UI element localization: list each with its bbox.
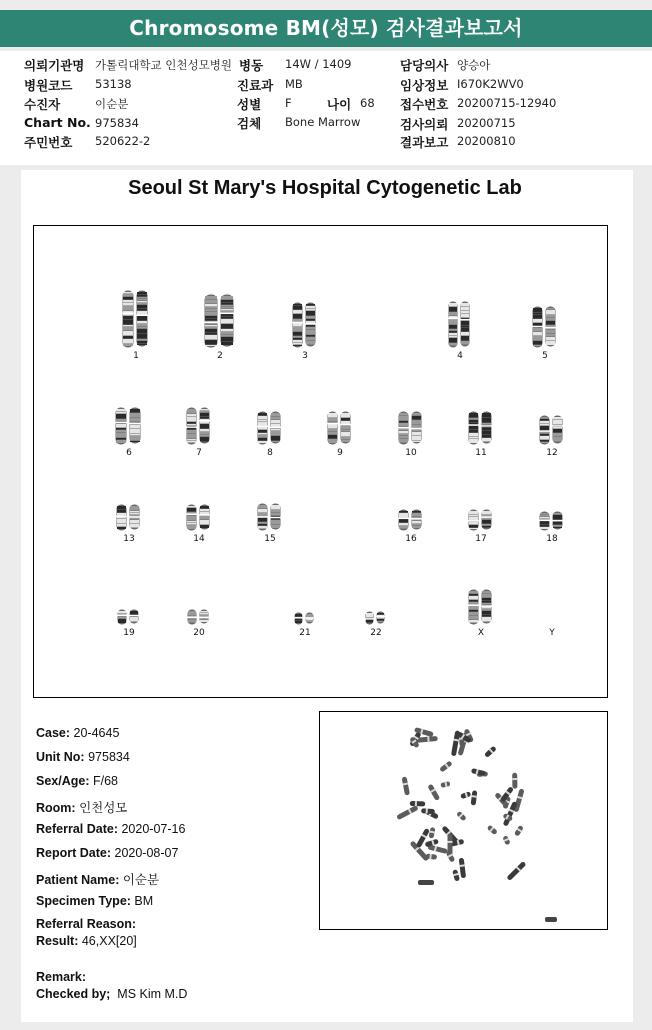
chromosome-pair: [398, 411, 422, 445]
case-field-value: 975834: [88, 750, 130, 764]
chromosome-label: X: [477, 628, 485, 638]
label-sex: 성별: [237, 97, 262, 112]
chromosome-label: 6: [126, 448, 132, 458]
case-field-label: Result:: [36, 934, 79, 948]
chromosome-pair: [115, 407, 141, 445]
case-field-row: [36, 750, 130, 764]
case-field-value: 인천성모: [79, 801, 128, 815]
case-field-label: Patient Name:: [36, 873, 120, 887]
chromosome-pair: [186, 407, 210, 445]
chromosome-pair: [532, 306, 556, 348]
value-ward: 14W / 1409: [285, 57, 352, 71]
chromosome-pair: [327, 411, 351, 445]
chromosome-label: 18: [546, 534, 558, 544]
label-result-report: 결과보고: [400, 135, 449, 150]
chromosome-pair: [292, 302, 316, 348]
case-field-value: 이순분: [122, 873, 160, 887]
chromosome-label: 2: [217, 351, 223, 361]
case-field-row: [36, 917, 136, 931]
label-hospital-code: 병원코드: [24, 78, 73, 93]
case-field-value: F/68: [92, 774, 118, 788]
label-clinical-info: 임상정보: [400, 78, 449, 93]
case-field-row: [36, 822, 185, 836]
label-test-request: 검사의뢰: [400, 117, 449, 132]
label-resident-no: 주민번호: [24, 135, 73, 150]
label-physician: 담당의사: [400, 58, 449, 73]
value-accession-no: 20200715-12940: [457, 96, 557, 110]
chromosome-label: 4: [457, 351, 463, 361]
chromosome-pair: [448, 301, 470, 348]
case-field-label: Unit No:: [36, 750, 85, 764]
value-clinical-info: I670K2WV0: [457, 77, 524, 91]
case-field-row: [36, 846, 178, 860]
chromosome-pair: [398, 509, 422, 531]
value-specimen: Bone Marrow: [285, 115, 361, 129]
metaphase-spread: [320, 712, 606, 928]
chromosome-pair: [257, 503, 281, 531]
chromosome-label: 21: [299, 628, 311, 638]
chromosome-label: Y: [549, 628, 555, 638]
label-ward: 병동: [239, 58, 264, 73]
case-field-value: 2020-08-07: [114, 846, 179, 860]
value-chart-no: 975834: [95, 116, 139, 130]
case-field-row: [36, 798, 127, 816]
case-field-value: 20-4645: [73, 726, 120, 740]
chromosome-pair: [294, 612, 314, 625]
chromosome-pair: [365, 611, 385, 625]
chromosome-label: 1: [133, 351, 139, 361]
label-accession-no: 접수번호: [400, 97, 449, 112]
chromosome-label: 17: [475, 534, 487, 544]
case-field-row: [36, 894, 153, 908]
chromosome-pair: [122, 290, 148, 348]
chromosome-label: 8: [267, 448, 273, 458]
report-sheet: [21, 170, 633, 1022]
value-result-report: 20200810: [457, 134, 516, 148]
case-field-label: Room:: [36, 801, 76, 815]
chromosome-pair: [117, 609, 139, 625]
chromosome-label: 16: [405, 534, 417, 544]
chromosome-pair: [186, 504, 210, 531]
checked-by-value: MS Kim M.D: [117, 987, 188, 1001]
chromosome-label: 5: [542, 351, 548, 361]
chromosome-pair: [468, 509, 492, 531]
patient-info-panel: [0, 51, 652, 165]
case-field-label: Case:: [36, 726, 71, 740]
chromosome-label: 20: [193, 628, 205, 638]
chromosome-pair: [468, 411, 492, 445]
case-field-row: [36, 726, 119, 740]
case-field-row: [36, 774, 118, 788]
label-specimen: 검체: [237, 116, 262, 131]
value-department: MB: [285, 77, 303, 91]
value-physician: 양승아: [457, 58, 491, 72]
lab-title: Seoul St Mary's Hospital Cytogenetic Lab: [128, 177, 522, 199]
value-age: 68: [360, 96, 375, 110]
chromosome-pair: [257, 411, 281, 445]
case-field-row: [36, 870, 159, 888]
chromosome-label: 19: [123, 628, 135, 638]
report-title: Chromosome BM(성모) 검사결과보고서: [0, 10, 652, 47]
chromosome-pair: [539, 511, 563, 531]
chromosome-label: 14: [193, 534, 205, 544]
chromosome-pair: [116, 504, 140, 531]
chromosome-label: 11: [475, 448, 487, 458]
value-sex: F: [285, 96, 292, 110]
case-field-value: 2020-07-16: [121, 822, 186, 836]
value-resident-no: 520622-2: [95, 134, 151, 148]
metaphase-image: [319, 711, 608, 930]
case-field-row: [36, 934, 137, 948]
chromosome-pair: [468, 589, 492, 625]
chromosome-pair: [187, 609, 209, 625]
chromosome-label: 10: [405, 448, 417, 458]
case-field-value: BM: [134, 894, 154, 908]
value-patient: 이순분: [95, 97, 129, 111]
chromosome-label: 15: [264, 534, 276, 544]
checked-by-label: Checked by;: [36, 987, 111, 1001]
label-age: 나이: [327, 97, 352, 112]
chromosome-label: 22: [370, 628, 382, 638]
chromosome-label: 12: [546, 448, 558, 458]
chromosome-pair: [539, 415, 563, 445]
case-field-label: Sex/Age:: [36, 774, 90, 788]
karyogram-panel: [33, 225, 608, 698]
chromosome-label: 13: [123, 534, 135, 544]
label-patient: 수진자: [24, 97, 61, 112]
value-hospital-code: 53138: [95, 77, 132, 91]
value-requesting-institution: 가톨릭대학교 인천성모병원: [95, 58, 232, 72]
label-requesting-institution: 의뢰기관명: [24, 58, 85, 73]
label-department: 진료과: [237, 78, 274, 93]
checked-by-line: [36, 987, 187, 1001]
case-field-label: Specimen Type:: [36, 894, 131, 908]
case-field-value: 46,XX[20]: [81, 934, 137, 948]
chromosome-label: 7: [196, 448, 202, 458]
case-field-label: Referral Reason:: [36, 917, 137, 931]
chromosome-label: 3: [302, 351, 308, 361]
label-chart-no: Chart No.: [24, 115, 91, 130]
chromosome-pair: [204, 294, 234, 348]
chromosome-label: 9: [337, 448, 343, 458]
remark-label: Remark:: [36, 970, 87, 984]
value-test-request: 20200715: [457, 116, 516, 130]
case-field-label: Referral Date:: [36, 822, 118, 836]
remark-line: [36, 970, 86, 984]
case-field-label: Report Date:: [36, 846, 112, 860]
